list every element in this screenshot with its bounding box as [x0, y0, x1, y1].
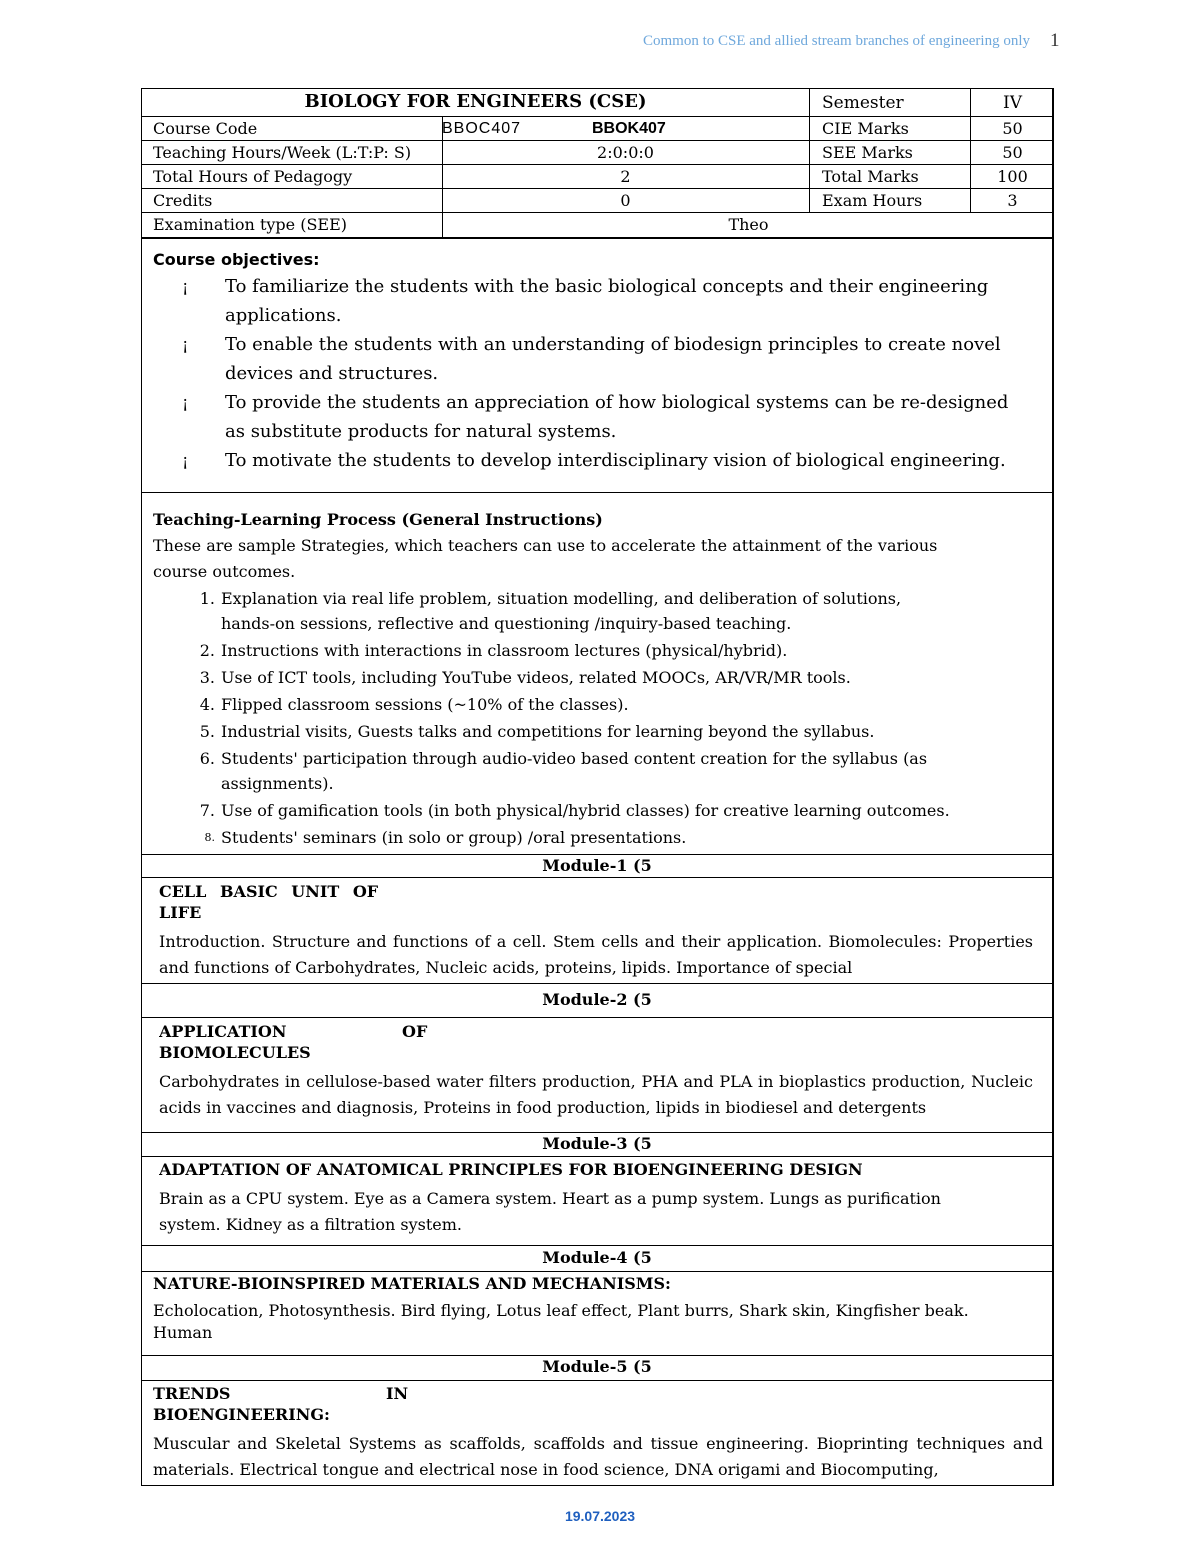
list-item: 3. Use of ICT tools, including YouTube videos, related MOOCs, AR/VR/MR tools. [199, 668, 851, 687]
module-5-title: Module-5 (5 [542, 1357, 652, 1376]
module-5-text: Muscular and Skeletal Systems as scaffolds, scaffolds and tissue engineering. Bioprinting techniques and materials. Electrical tongue and electrical nose in food science, DNA origami and Biocomputing, [153, 1434, 1043, 1479]
cie-marks-label: CIE Marks [822, 119, 909, 138]
header-note: Common to CSE and allied stream branches of engineering only [643, 33, 1030, 49]
list-item: 8. Students' seminars (in solo or group) /oral presentations. [204, 828, 687, 847]
module-1-text: Introduction. Structure and functions of a cell. Stem cells and their application. Biomolecules: Properties and functions of Carbohydrates, Nucleic acids, proteins, lipids. Importance of special [159, 932, 1033, 977]
objectives-heading: Course objectives: [153, 250, 320, 269]
module-3-heading: ADAPTATION OF ANATOMICAL PRINCIPLES FOR BIOENGINEERING DESIGN [159, 1160, 863, 1179]
syllabus-sheet [141, 88, 1054, 1486]
cie-marks-value: 50 [1002, 119, 1023, 138]
module-4-title: Module-4 (5 [542, 1248, 652, 1267]
list-item: 6. Students' participation through audio-video based content creation for the syllabus (as assignments). [199, 749, 928, 793]
semester-label: Semester [822, 93, 904, 113]
module-3-title: Module-3 (5 [542, 1134, 652, 1153]
module-5-heading: TRENDS IN BIOENGINEERING: [153, 1384, 409, 1424]
exam-type-value: Theo [728, 215, 769, 234]
bullet-icon: ¡ [182, 335, 189, 354]
bullet-icon: ¡ [182, 393, 189, 412]
course-code-b: BBOK407 [592, 120, 666, 137]
exam-hours-label: Exam Hours [822, 191, 923, 210]
list-item: 5. Industrial visits, Guests talks and competitions for learning beyond the syllabus. [199, 722, 875, 741]
bullet-icon: ¡ [182, 277, 189, 296]
list-item: 2. Instructions with interactions in classroom lectures (physical/hybrid). [199, 641, 788, 660]
module-1-heading: CELL BASIC UNIT OF LIFE [159, 882, 379, 922]
module-1-body [159, 881, 1033, 983]
bullet-icon: ¡ [182, 451, 189, 470]
module-3-text: Brain as a CPU system. Eye as a Camera system. Heart as a pump system. Lungs as purification system. Kidney as a filtration system. [159, 1189, 941, 1234]
module-2-heading: APPLICATION OF BIOMOLECULES [159, 1022, 428, 1062]
module-2-title: Module-2 (5 [542, 990, 652, 1009]
footer-date: 19.07.2023 [564, 1508, 636, 1524]
objective-item: ¡ To enable the students with an understanding of biodesign principles to create novel devices and structures. [182, 330, 1032, 388]
pedagogy-hours-label: Total Hours of Pedagogy [153, 167, 353, 186]
teaching-hours-label: Teaching Hours/Week (L:T:P: S) [153, 143, 412, 162]
course-code-label: Course Code [153, 119, 258, 138]
credits-label: Credits [153, 191, 213, 210]
list-item: 7. Use of gamification tools (in both physical/hybrid classes) for creative learning outcomes. [199, 801, 950, 820]
list-item: 1. Explanation via real life problem, situation modelling, and deliberation of solutions, hands-on sessions, reflective and questioning /inquiry-based teaching. [199, 589, 902, 633]
course-code-a: BBOC407 [442, 120, 522, 137]
teaching-heading: Teaching-Learning Process (General Instructions) [153, 510, 603, 529]
credits-value: 0 [620, 191, 631, 210]
teaching-list [153, 586, 1033, 850]
module-4-body [153, 1273, 1027, 1355]
module-4-text: Echolocation, Photosynthesis. Bird flying, Lotus leaf effect, Plant burrs, Shark skin, Kingfisher beak. Human [153, 1301, 969, 1342]
module-2-text: Carbohydrates in cellulose-based water filters production, PHA and PLA in bioplastics production, Nucleic acids in vaccines and diagnosis, Proteins in food production, lipids in biodiesel and detergents [159, 1072, 1033, 1117]
module-4-heading: NATURE-BIOINSPIRED MATERIALS AND MECHANISMS: [153, 1274, 671, 1293]
module-1-title: Module-1 (5 [542, 856, 652, 875]
module-2-body [159, 1021, 1033, 1132]
list-item: 4. Flipped classroom sessions (~10% of the classes). [199, 695, 629, 714]
objective-item: ¡ To familiarize the students with the basic biological concepts and their engineering applications. [182, 272, 1032, 330]
pedagogy-hours-value: 2 [620, 167, 631, 186]
see-marks-value: 50 [1002, 143, 1023, 162]
teaching-intro: These are sample Strategies, which teachers can use to accelerate the attainment of the various course outcomes. [153, 536, 938, 581]
exam-hours-value: 3 [1007, 191, 1018, 210]
total-marks-label: Total Marks [822, 167, 919, 186]
teaching-learning-section [153, 507, 1033, 852]
objectives-list [182, 272, 1032, 475]
course-title: BIOLOGY FOR ENGINEERS (CSE) [304, 91, 647, 112]
exam-type-label: Examination type (SEE) [153, 215, 348, 234]
teaching-hours-value: 2:0:0:0 [597, 143, 654, 162]
module-5-body [153, 1383, 1043, 1485]
module-3-body [159, 1159, 1033, 1245]
total-marks-value: 100 [997, 167, 1028, 186]
semester-value: IV [1003, 93, 1022, 113]
see-marks-label: SEE Marks [822, 143, 913, 162]
objective-item: ¡ To motivate the students to develop interdisciplinary vision of biological engineering. [182, 446, 1032, 475]
objective-item: ¡ To provide the students an appreciation of how biological systems can be re-designed as substitute products for natural systems. [182, 388, 1032, 446]
page-number: 1 [1050, 30, 1060, 51]
